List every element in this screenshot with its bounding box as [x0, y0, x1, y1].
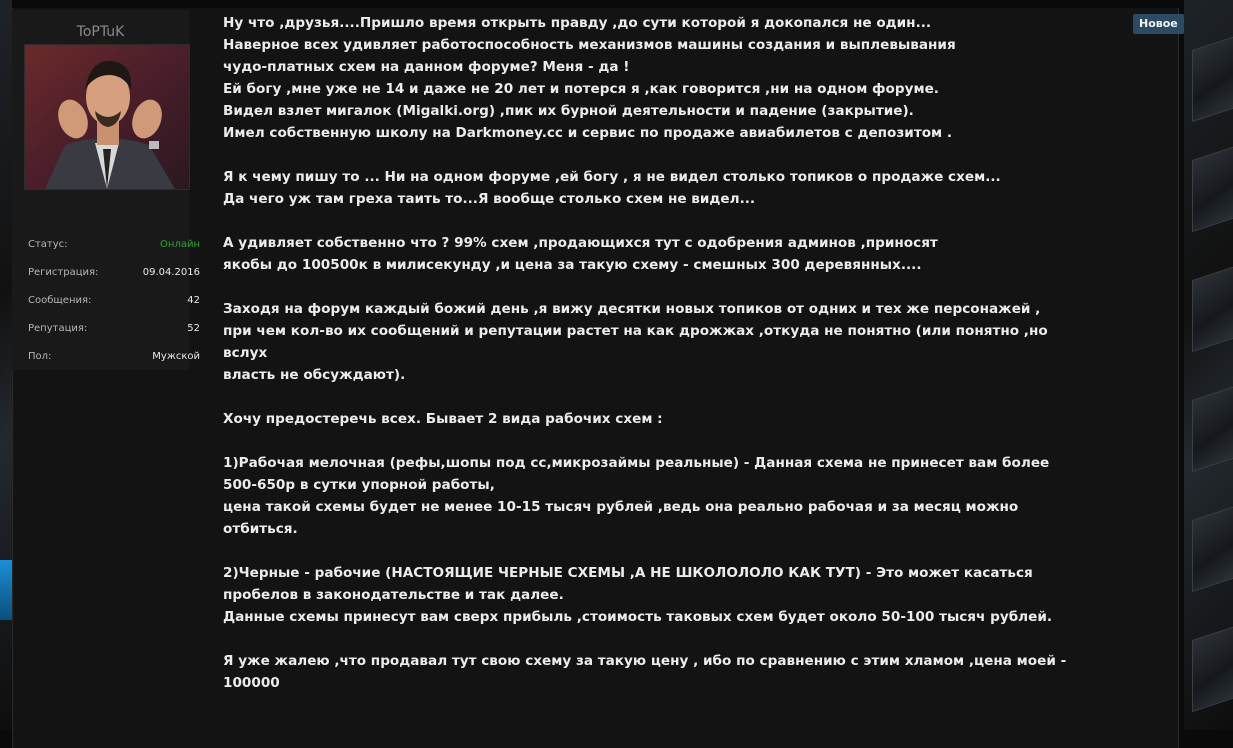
post-line: Данные схемы принесут вам сверх прибыль ,стоимость таковых схем будет около 50-100 тысяч рублей. — [223, 609, 1053, 625]
status-value: Онлайн — [160, 239, 200, 250]
reputation-value: 52 — [187, 323, 200, 334]
post-line: 2)Черные - рабочие (НАСТОЯЩИЕ ЧЕРНЫЕ СХЕМЫ ,А НЕ ШКОЛОЛОЛО КАК ТУТ) - Это может касаться — [223, 565, 1033, 581]
user-gender-row — [28, 351, 200, 379]
registration-label: Регистрация: — [28, 267, 99, 278]
post-line: Наверное всех удивляет работоспособность механизмов машины создания и выплевывания — [223, 37, 956, 53]
post-line: пробелов в законодательстве и так далее. — [223, 587, 564, 603]
gender-value: Мужской — [152, 351, 200, 362]
paragraph-gap — [223, 276, 1123, 298]
post-line: Да чего уж там греха таить то...Я вообще столько схем не видел... — [223, 191, 756, 207]
paragraph-gap — [223, 144, 1123, 166]
user-registration-row — [28, 267, 200, 295]
paragraph-gap — [223, 430, 1123, 452]
paragraph-gap — [223, 540, 1123, 562]
user-avatar[interactable] — [24, 44, 190, 190]
user-info — [28, 239, 200, 379]
registration-value: 09.04.2016 — [142, 267, 200, 278]
gender-label: Пол: — [28, 351, 52, 362]
post-line: якобы до 100500к в милисекунду ,и цена за такую схему - смешных 300 деревянных.... — [223, 257, 922, 273]
post-line: 100000 — [223, 675, 280, 691]
messages-value[interactable]: 42 — [187, 295, 200, 306]
paragraph-gap — [223, 210, 1123, 232]
post-line: цена такой схемы будет не менее 10-15 тысяч рублей ,ведь она реально рабочая и за месяц можно — [223, 499, 1019, 515]
post-line: 500-650р в сутки упорной работы, — [223, 477, 495, 493]
post-line: А удивляет собственно что ? 99% схем ,продающихся тут с одобрения админов ,приносят — [223, 235, 938, 251]
post-line: чудо-платных схем на данном форуме? Меня - да ! — [223, 59, 630, 75]
post-line: власть не обсуждают). — [223, 367, 406, 383]
post-line: Имел собственную школу на Darkmoney.cc и сервис по продаже авиабилетов с депозитом . — [223, 125, 953, 141]
user-messages-row — [28, 295, 200, 323]
status-label: Статус: — [28, 239, 68, 250]
username[interactable]: ToPTuK — [76, 24, 125, 40]
post-line: Ей богу ,мне уже не 14 и даже не 20 лет и потерся я ,как говорится ,ни на одном форуме. — [223, 81, 939, 97]
post-line: 1)Рабочая мелочная (рефы,шопы под сс,микрозаймы реальные) - Данная схема не принесет вам более — [223, 455, 1050, 471]
post-line: Хочу предостеречь всех. Бывает 2 вида рабочих схем : — [223, 411, 663, 427]
post-line: вслух — [223, 345, 268, 361]
post-line: Заходя на форум каждый божий день ,я вижу десятки новых топиков от одних и тех же персонажей , — [223, 301, 1041, 317]
reputation-label: Репутация: — [28, 323, 88, 334]
background-right — [1184, 0, 1233, 730]
user-panel — [12, 10, 200, 370]
paragraph-gap — [223, 386, 1123, 408]
post-line: при чем кол-во их сообщений и репутации растет на как дрожжах ,откуда не понятно (или понятно ,но — [223, 323, 1048, 339]
messages-label: Сообщения: — [28, 295, 92, 306]
post-line: Ну что ,друзья....Пришло время открыть правду ,до сути которой я докопался не один... — [223, 15, 932, 31]
post-line: Я к чему пишу то ... Ни на одном форуме ,ей богу , я не видел столько топиков о продаже схем... — [223, 169, 1001, 185]
user-status-row — [28, 239, 200, 267]
new-badge: Новое — [1133, 14, 1184, 34]
background-left — [0, 0, 12, 730]
post-line: Видел взлет мигалок (Migalki.org) ,пик их бурной деятельности и падение (закрытие). — [223, 103, 914, 119]
post-line: Я уже жалею ,что продавал тут свою схему за такую цену , ибо по сравнению с этим хламом ,цена моей - — [223, 653, 1067, 669]
post-content — [223, 12, 1123, 694]
user-reputation-row — [28, 323, 200, 351]
paragraph-gap — [223, 628, 1123, 650]
post-line: отбиться. — [223, 521, 298, 537]
